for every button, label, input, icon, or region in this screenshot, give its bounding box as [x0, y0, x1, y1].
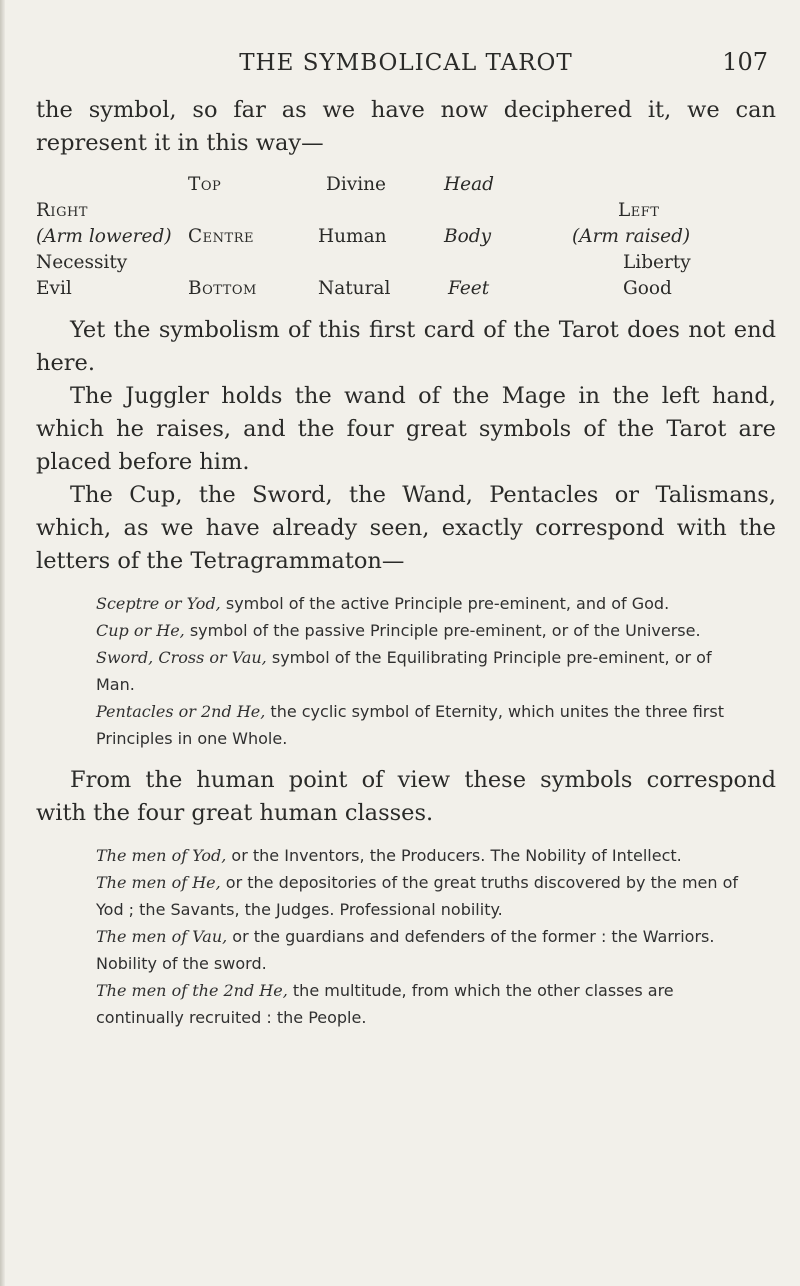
table-right: Right: [36, 200, 88, 221]
page-number: 107: [722, 48, 768, 76]
list-item-lead: The men of Vau,: [96, 927, 228, 946]
list-item: [96, 869, 752, 923]
list-item-text: or the Inventors, the Producers. The Nobility of Intellect.: [226, 846, 682, 865]
paragraph: From the human point of view these symbols correspond with the four great human classes.: [36, 767, 776, 826]
list-item-lead: Sword, Cross or Vau,: [96, 648, 267, 667]
table-centre: Centre: [188, 226, 254, 247]
symbol-table: [36, 164, 776, 314]
list-item: [96, 977, 752, 1031]
list-item-text: symbol of the active Principle pre-eminent, and of God.: [220, 594, 670, 613]
list-item-text: or the guardians and defenders of the former : the Warriors. Nobility of the sword.: [96, 927, 715, 973]
table-necessity: Necessity: [36, 252, 128, 273]
table-liberty: Liberty: [623, 252, 691, 273]
table-top: Top: [188, 174, 222, 195]
paragraph: The Juggler holds the wand of the Mage in the left hand, which he raises, and the four great symbols of the Tarot are placed before him.: [36, 383, 776, 475]
table-feet: Feet: [448, 278, 490, 299]
page-edge: [0, 0, 5, 1286]
classes-list: [36, 842, 776, 1031]
list-item: [96, 698, 752, 752]
table-left: Left: [618, 200, 660, 221]
table-natural: Natural: [318, 278, 391, 299]
list-item-lead: Cup or He,: [96, 621, 185, 640]
table-good: Good: [623, 278, 672, 299]
table-evil: Evil: [36, 278, 72, 299]
list-item-lead: Pentacles or 2nd He,: [96, 702, 266, 721]
list-item-lead: The men of He,: [96, 873, 221, 892]
list-item: [96, 644, 752, 698]
list-item-lead: The men of Yod,: [96, 846, 227, 865]
table-human: Human: [318, 226, 387, 247]
table-divine: Divine: [326, 174, 386, 195]
list-item-text: symbol of the passive Principle pre-eminent, or of the Universe.: [184, 621, 701, 640]
list-item-text: the multitude, from which the other classes are continually recruited : the People.: [96, 981, 674, 1027]
list-item-text: symbol of the Equilibrating Principle pre-eminent, or of Man.: [96, 648, 712, 694]
paragraph: The Cup, the Sword, the Wand, Pentacles or Talismans, which, as we have already seen, exactly correspond with the letters of the Tetragrammaton—: [36, 482, 776, 574]
table-body: Body: [444, 226, 492, 247]
page-header: [36, 0, 776, 92]
list-item-text: or the depositories of the great truths discovered by the men of Yod ; the Savants, the Judges. Professional nobility.: [96, 873, 739, 919]
paragraph: Yet the symbolism of this first card of the Tarot does not end here.: [36, 317, 776, 376]
intro-paragraph: the symbol, so far as we have now deciphered it, we can represent it in this way—: [36, 97, 776, 156]
running-title: THE SYMBOLICAL TAROT: [239, 50, 573, 76]
book-page: [36, 0, 776, 1031]
list-item-lead: Sceptre or Yod,: [96, 594, 221, 613]
list-item: [96, 842, 752, 869]
table-head: Head: [444, 174, 494, 195]
list-item: [96, 923, 752, 977]
list-item-text: the cyclic symbol of Eternity, which unites the three first Principles in one Whole.: [96, 702, 724, 748]
table-arm-lowered: (Arm lowered): [36, 226, 172, 247]
table-arm-raised: (Arm raised): [572, 226, 691, 247]
list-item-lead: The men of the 2nd He,: [96, 981, 288, 1000]
symbols-list: [36, 590, 776, 752]
list-item: [96, 590, 752, 617]
table-bottom: Bottom: [188, 278, 257, 299]
list-item: [96, 617, 752, 644]
